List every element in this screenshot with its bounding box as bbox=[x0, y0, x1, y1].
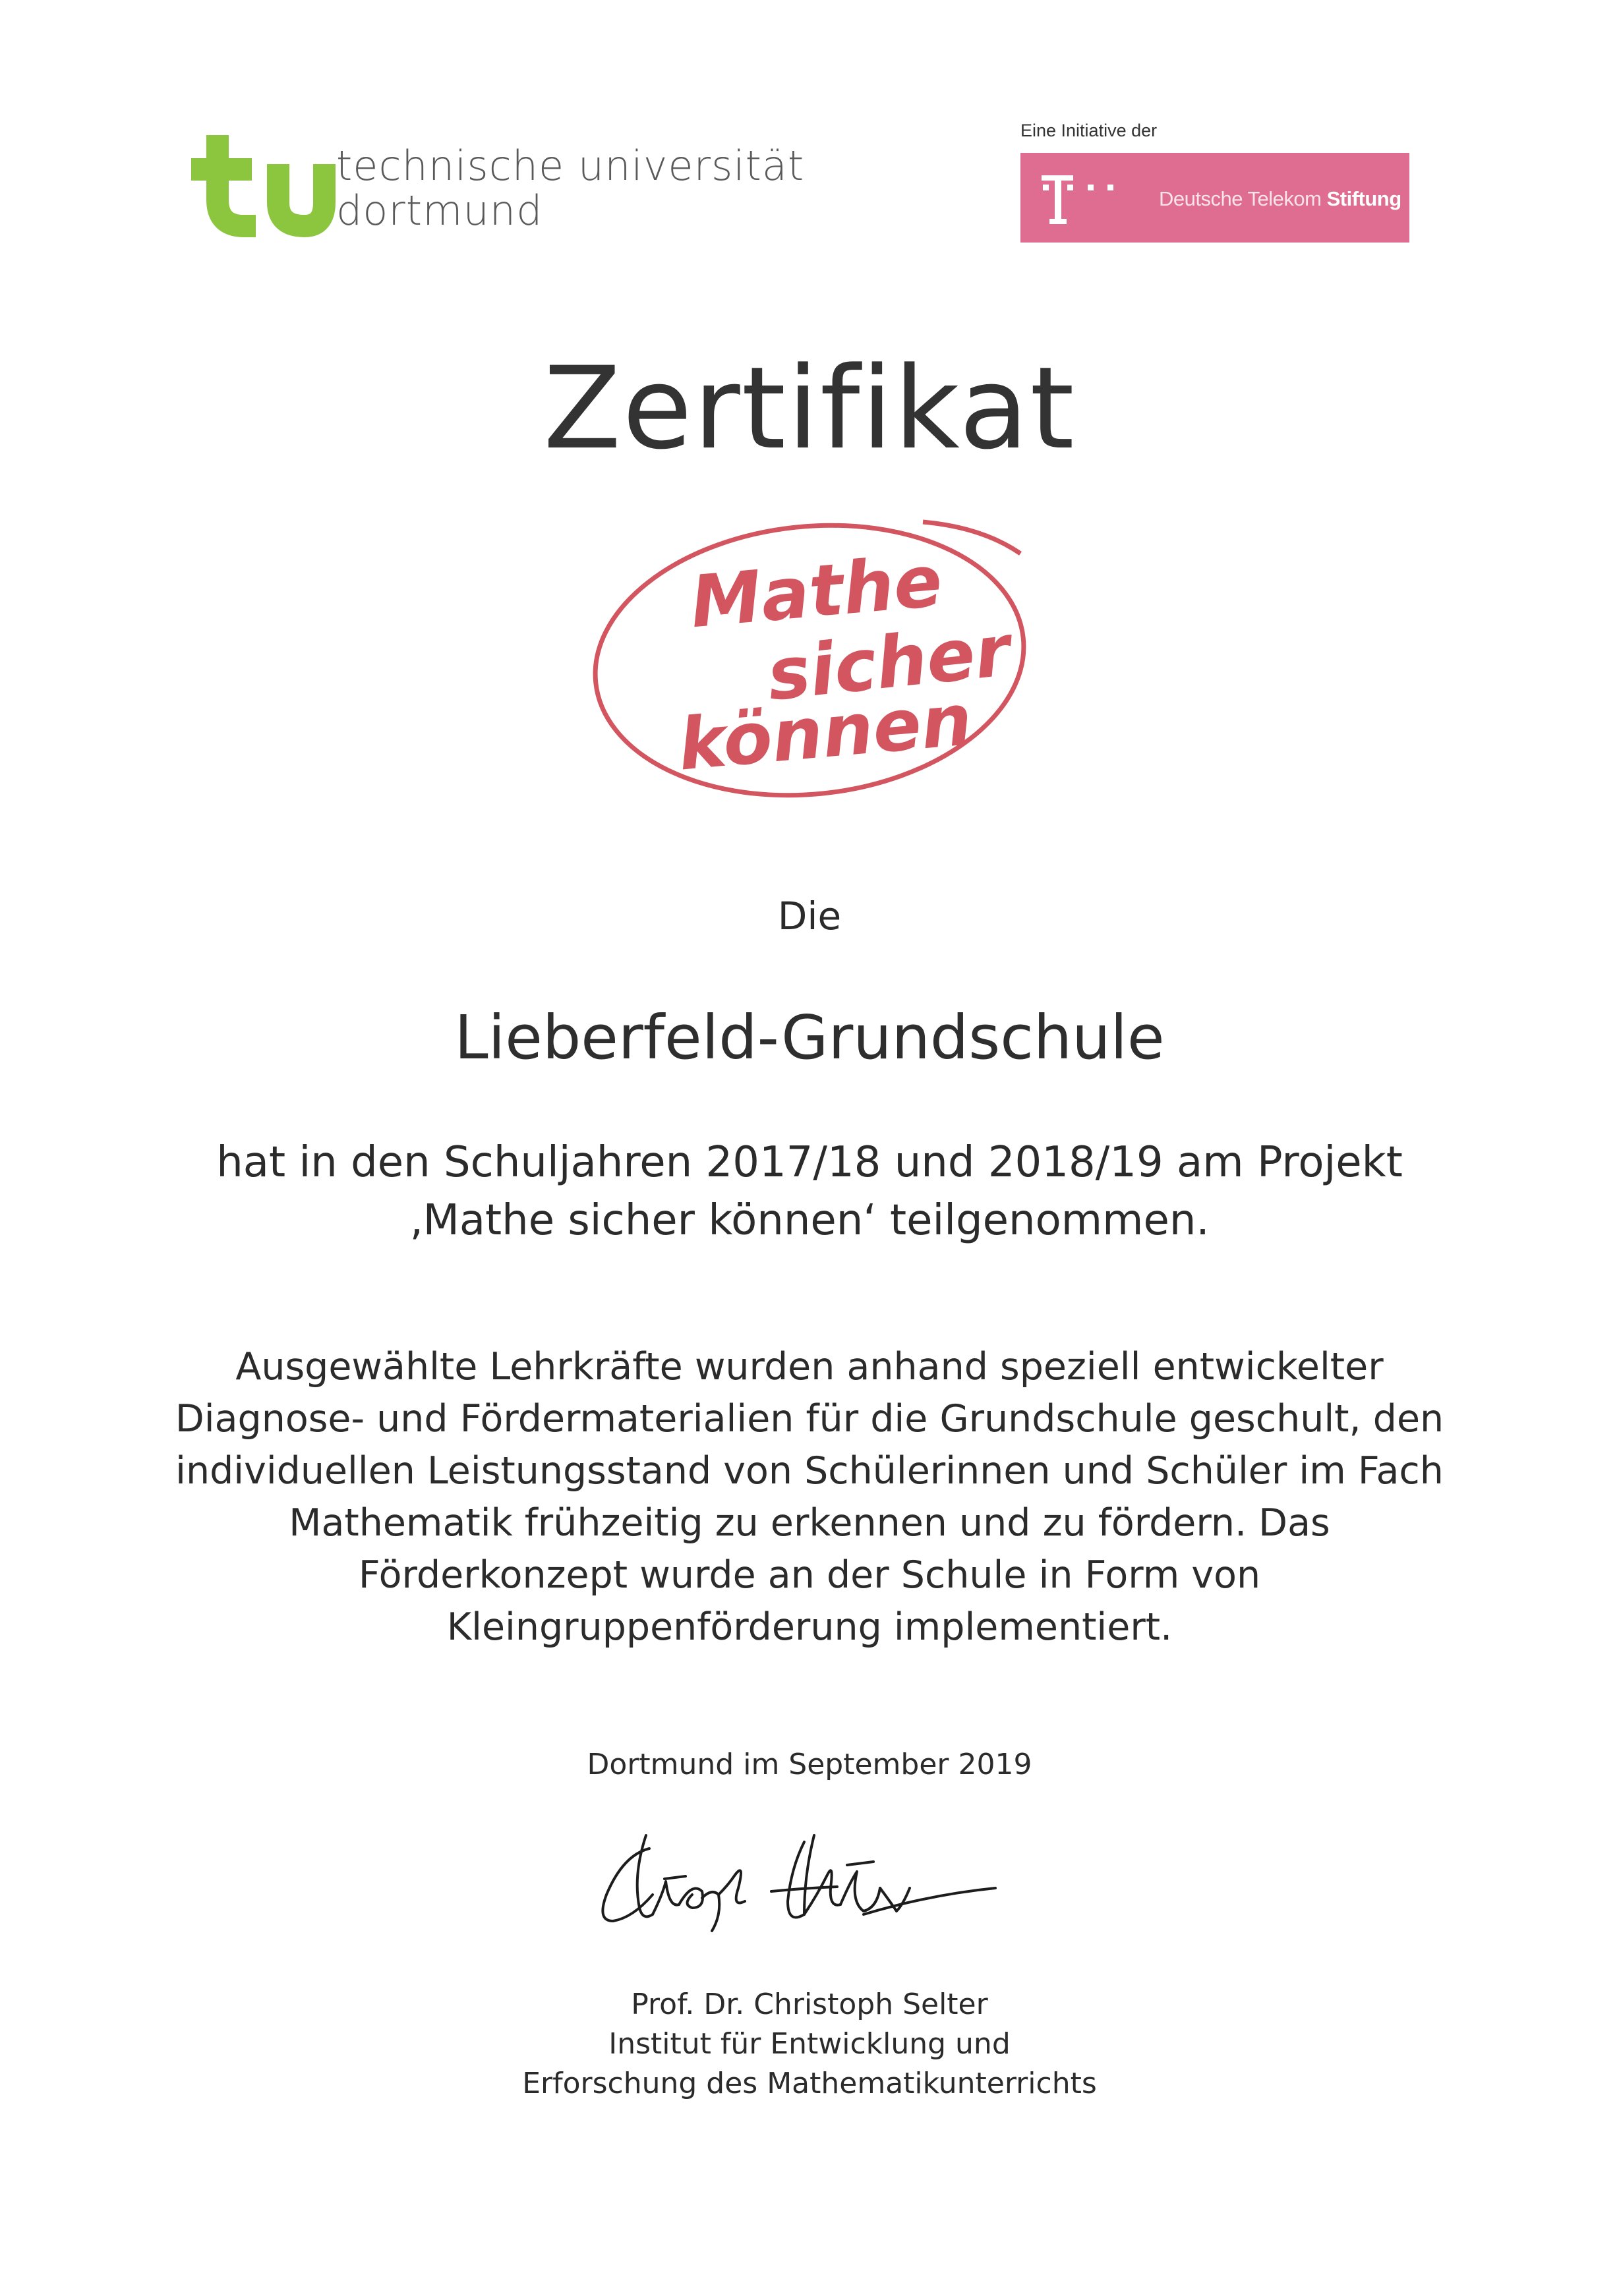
description-paragraph bbox=[0, 1341, 1619, 1653]
university-name-line1: technische universität bbox=[336, 142, 805, 190]
telekom-t-icon bbox=[1042, 170, 1127, 229]
description-line: Mathematik frühzeitig zu erkennen und zu fördern. Das bbox=[289, 1501, 1330, 1545]
description-line: Diagnose- und Fördermaterialien für die Grundschule geschult, den bbox=[175, 1397, 1444, 1441]
stamp-line2: sicher bbox=[763, 609, 1015, 717]
initiative-label: Eine Initiative der bbox=[1020, 121, 1158, 140]
intro-text: Die bbox=[777, 894, 842, 938]
signatory-institute-line1: Institut für Entwicklung und bbox=[608, 2027, 1011, 2061]
stamp-line1: Mathe bbox=[687, 540, 946, 645]
participation-line1: hat in den Schuljahren 2017/18 und 2018/19 am Projekt bbox=[216, 1138, 1403, 1187]
university-name-line2: dortmund bbox=[336, 187, 543, 235]
participation-line2: ‚Mathe sicher können‘ teilgenommen. bbox=[409, 1196, 1210, 1245]
signatory-block bbox=[0, 1985, 1619, 2104]
stamp-line3: können bbox=[674, 679, 976, 787]
mathe-sicher-koennen-stamp bbox=[580, 507, 1042, 811]
telekom-stiftung-name bbox=[1159, 187, 1401, 211]
description-line: Kleingruppenförderung implementiert. bbox=[446, 1605, 1173, 1649]
school-name: Lieberfeld-Grundschule bbox=[454, 1002, 1165, 1073]
certificate-title: Zertifikat bbox=[543, 342, 1076, 474]
description-line: individuellen Leistungsstand von Schülerinnen und Schüler im Fach bbox=[175, 1449, 1444, 1493]
tu-dortmund-logo bbox=[191, 129, 336, 241]
place-date: Dortmund im September 2019 bbox=[587, 1748, 1032, 1781]
participation-statement bbox=[0, 1134, 1619, 1249]
sponsor-suffix: Stiftung bbox=[1326, 187, 1401, 210]
signature-graphic bbox=[587, 1816, 1048, 1947]
handwritten-signature bbox=[587, 1816, 1048, 1947]
description-line: Förderkonzept wurde an der Schule in Form von bbox=[358, 1553, 1261, 1597]
stamp-graphic bbox=[580, 507, 1042, 811]
description-line: Ausgewählte Lehrkräfte wurden anhand speziell entwickelter bbox=[235, 1345, 1384, 1389]
sponsor-name: Deutsche Telekom bbox=[1159, 187, 1322, 210]
university-name bbox=[336, 144, 804, 233]
tu-logo-mark bbox=[191, 129, 336, 241]
signatory-name: Prof. Dr. Christoph Selter bbox=[631, 1988, 988, 2021]
telekom-stiftung-logo bbox=[1020, 153, 1409, 243]
signatory-institute-line2: Erforschung des Mathematikunterrichts bbox=[522, 2067, 1097, 2100]
